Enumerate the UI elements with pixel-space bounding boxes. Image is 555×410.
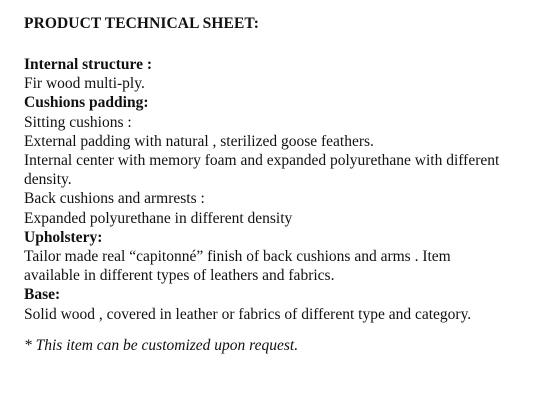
internal-structure-text: Fir wood multi-ply.: [24, 75, 145, 93]
sheet-title: PRODUCT TECHNICAL SHEET:: [24, 15, 259, 32]
upholstery-text-line: Tailor made real “capitonné” finish of back cushions and arms . Item: [24, 248, 451, 266]
cushions-text-line: Back cushions and armrests :: [24, 190, 205, 208]
heading-cushions-padding: Cushions padding:: [24, 94, 149, 112]
heading-internal-structure: Internal structure :: [24, 56, 152, 73]
upholstery-text-line: available in different types of leathers and fabrics.: [24, 267, 335, 285]
cushions-text-line: Internal center with memory foam and expanded polyurethane with different: [24, 152, 500, 170]
sheet-content: [24, 55, 549, 355]
customization-note: * This item can be customized upon request.: [24, 336, 299, 354]
cushions-text-line: Sitting cushions :: [24, 113, 132, 131]
heading-base: Base:: [24, 286, 61, 304]
heading-upholstery: Upholstery:: [24, 228, 103, 246]
cushions-text-line: Expanded polyurethane in different density: [24, 209, 293, 227]
cushions-text-line: External padding with natural , sterilized goose feathers.: [24, 132, 374, 150]
base-text-line: Solid wood , covered in leather or fabrics of different type and category.: [24, 305, 472, 323]
cushions-text-line: density.: [24, 171, 72, 189]
technical-sheet: [24, 14, 549, 355]
